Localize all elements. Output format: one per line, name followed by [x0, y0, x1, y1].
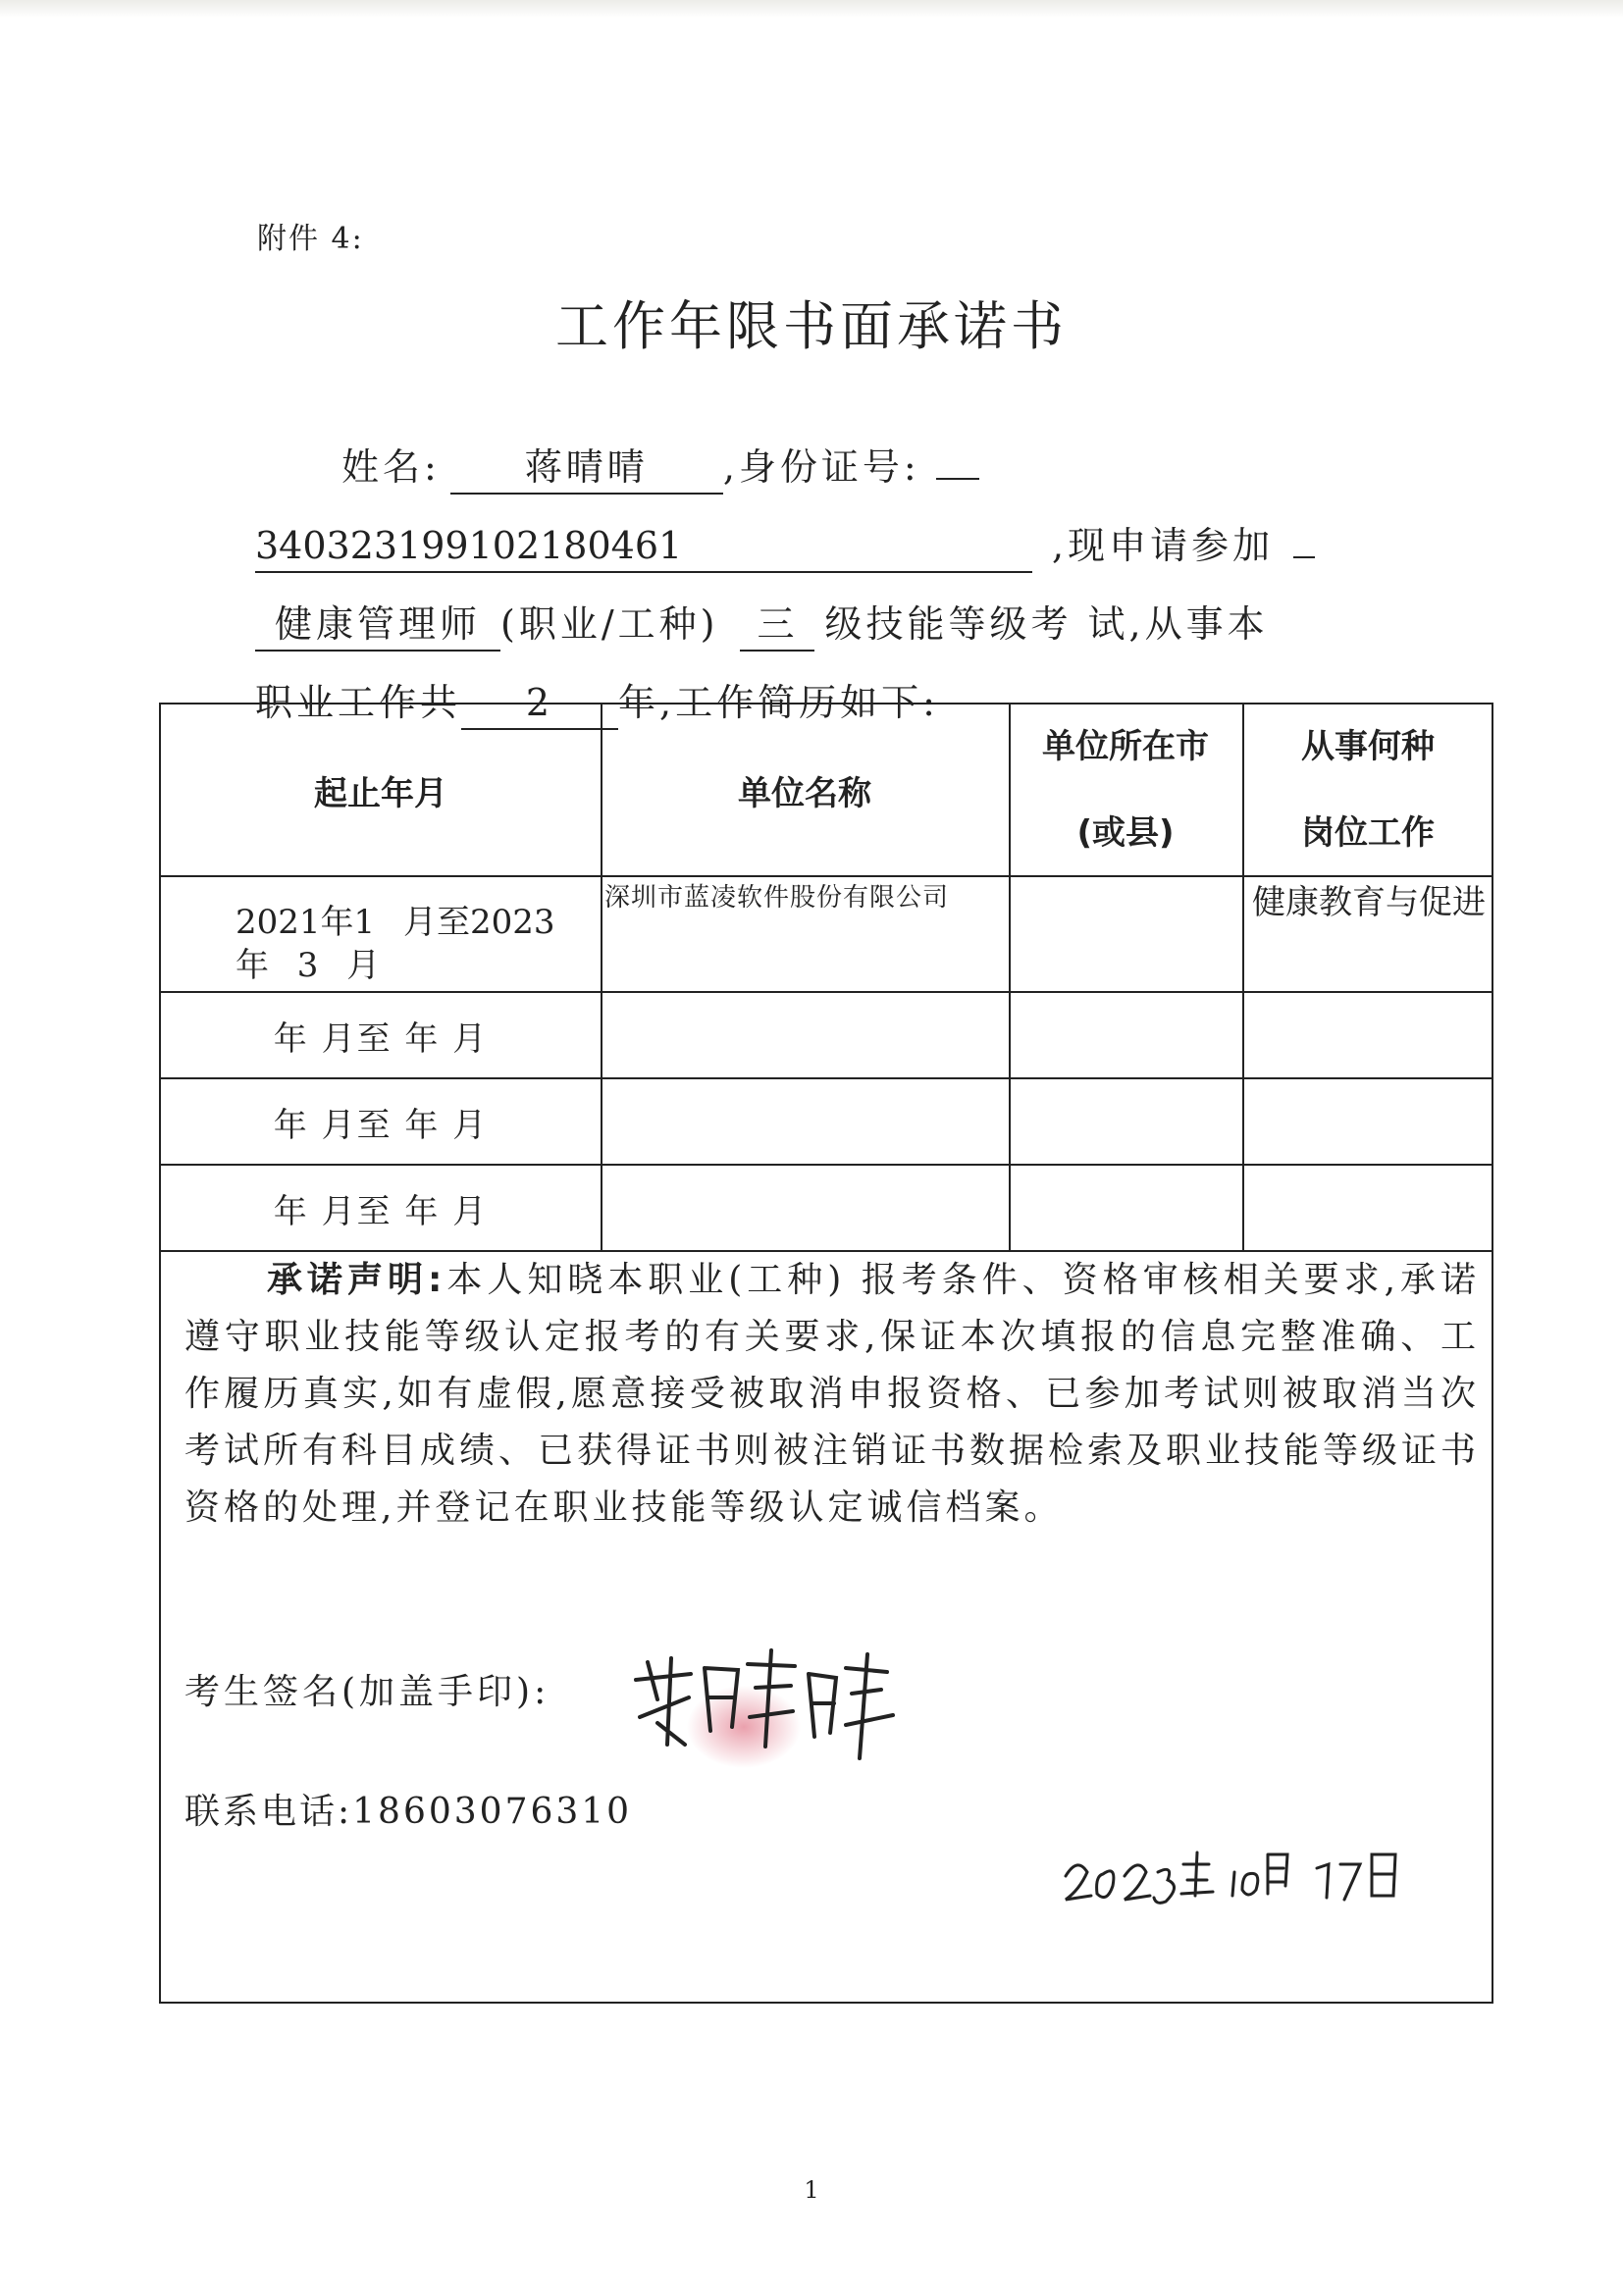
id-blank: [936, 478, 979, 480]
header-city-line1: 单位所在市: [1042, 727, 1209, 766]
scan-edge-shadow: [0, 0, 1623, 18]
level-field: 三: [740, 599, 814, 652]
id-label: ,身份证号:: [722, 445, 920, 489]
intro-line-1: [255, 428, 1413, 506]
id-number-field: 340323199102180461: [255, 520, 1032, 573]
handwritten-signature: [628, 1629, 903, 1776]
intro-line-3: [255, 585, 1413, 663]
apply-text: ,现申请参加: [1052, 524, 1275, 567]
years-field: 2: [461, 677, 618, 730]
intro-line-2: [255, 506, 1413, 585]
header-city-line2: (或县): [1076, 813, 1175, 853]
fingerprint-mark: [687, 1686, 801, 1768]
attachment-label: 附件 4:: [257, 222, 364, 256]
intro-paragraph: [255, 428, 1413, 742]
table-row-period: 年 月至 年 月: [273, 1105, 489, 1145]
header-city: [1009, 704, 1242, 875]
contact-phone: [184, 1784, 632, 1834]
declaration-body: 本人知晓本职业(工种) 报考条件、资格审核相关要求,承诺遵守职业技能等级认定报考的有关要求,保证本次填报的信息完整准确、工作履历真实,如有虚假,愿意接受被取消申报资格、已参加考试则被取消当次考试所有科目成绩、已获得证书则被注销证书数据检索及职业技能等级证书资格的处理,并登记在职业技能等级认定诚信档案。: [184, 1260, 1481, 1528]
header-period: 起止年月: [314, 773, 447, 813]
declaration-paragraph: [184, 1252, 1480, 1537]
declaration-heading: 承诺声明:: [267, 1260, 446, 1300]
table-row-period: 年 月至 年 月: [273, 1018, 489, 1059]
name-label: 姓名:: [341, 445, 441, 489]
table-row-period: 年 月至 年 月: [273, 1191, 489, 1231]
level-suffix: 级技能等级考 试,从事本: [824, 602, 1269, 646]
handwritten-date: [1060, 1825, 1413, 1913]
years-prefix: 职业工作共: [255, 681, 462, 724]
phone-label: 联系电话:: [184, 1792, 353, 1832]
occupation-suffix: (职业/工种): [500, 602, 719, 646]
page-number: 1: [804, 2176, 819, 2204]
header-post: [1242, 704, 1493, 875]
table-row-employer: 深圳市蓝凌软件股份有限公司: [604, 883, 950, 913]
page-title: 工作年限书面承诺书: [555, 295, 1068, 357]
years-suffix: 年,工作简历如下:: [618, 681, 939, 724]
header-post-line2: 岗位工作: [1301, 813, 1435, 853]
header-employer: 单位名称: [738, 773, 871, 813]
apply-blank: [1293, 556, 1315, 558]
occupation-field: 健康管理师: [255, 599, 500, 652]
header-post-line1: 从事何种: [1301, 727, 1435, 766]
date-strokes: [1066, 1852, 1395, 1903]
table-row-period: 2021年1 月至2023年 3 月: [236, 903, 555, 985]
name-field: 蒋晴晴: [450, 442, 723, 495]
phone-value: 18603076310: [352, 1792, 633, 1832]
signature-label: 考生签名(加盖手印):: [184, 1672, 550, 1712]
table-row-post: 健康教育与促进: [1252, 883, 1486, 922]
